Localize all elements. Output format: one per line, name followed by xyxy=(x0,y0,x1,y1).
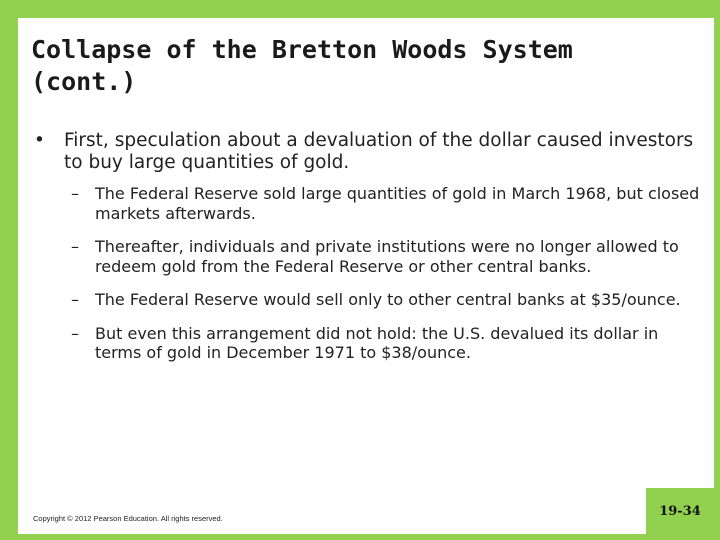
sub-bullet-marker: – xyxy=(71,184,79,203)
page-number: 19-34 xyxy=(659,503,701,519)
top-border xyxy=(0,0,720,18)
right-border xyxy=(714,0,720,540)
copyright-footer: Copyright © 2012 Pearson Education. All rights reserved. xyxy=(33,514,223,523)
sub-bullet-item xyxy=(31,237,701,276)
bullet-marker: • xyxy=(34,130,45,151)
sub-bullet-marker: – xyxy=(71,290,79,309)
sub-bullet-marker: – xyxy=(71,237,79,256)
sub-bullet-text: But even this arrangement did not hold: the U.S. devalued its dollar in terms of gold in December 1971 to $38/ounce. xyxy=(95,323,659,362)
title-line-1: Collapse of the Bretton Woods System xyxy=(31,35,573,64)
sub-bullet-text: The Federal Reserve sold large quantities of gold in March 1968, but closed markets afterwards. xyxy=(95,184,700,223)
sub-bullet-item xyxy=(31,290,701,310)
left-border xyxy=(0,0,18,540)
sub-bullet-marker: – xyxy=(71,323,79,343)
bottom-border xyxy=(0,534,720,540)
bullet-text: First, speculation about a devaluation of the dollar caused investors to buy large quantities of gold. xyxy=(64,130,694,173)
sub-bullet-item xyxy=(31,184,701,223)
sub-bullet-item xyxy=(31,324,701,363)
slide-content xyxy=(31,130,701,377)
bullet-item xyxy=(31,130,701,174)
slide-title xyxy=(31,34,691,98)
sub-bullet-text: The Federal Reserve would sell only to other central banks at $35/ounce. xyxy=(95,290,681,309)
sub-bullet-text: Thereafter, individuals and private institutions were no longer allowed to redeem gold from the Federal Reserve or other central banks. xyxy=(95,237,679,276)
title-line-2: (cont.) xyxy=(31,67,137,96)
page-number-box xyxy=(646,488,714,534)
